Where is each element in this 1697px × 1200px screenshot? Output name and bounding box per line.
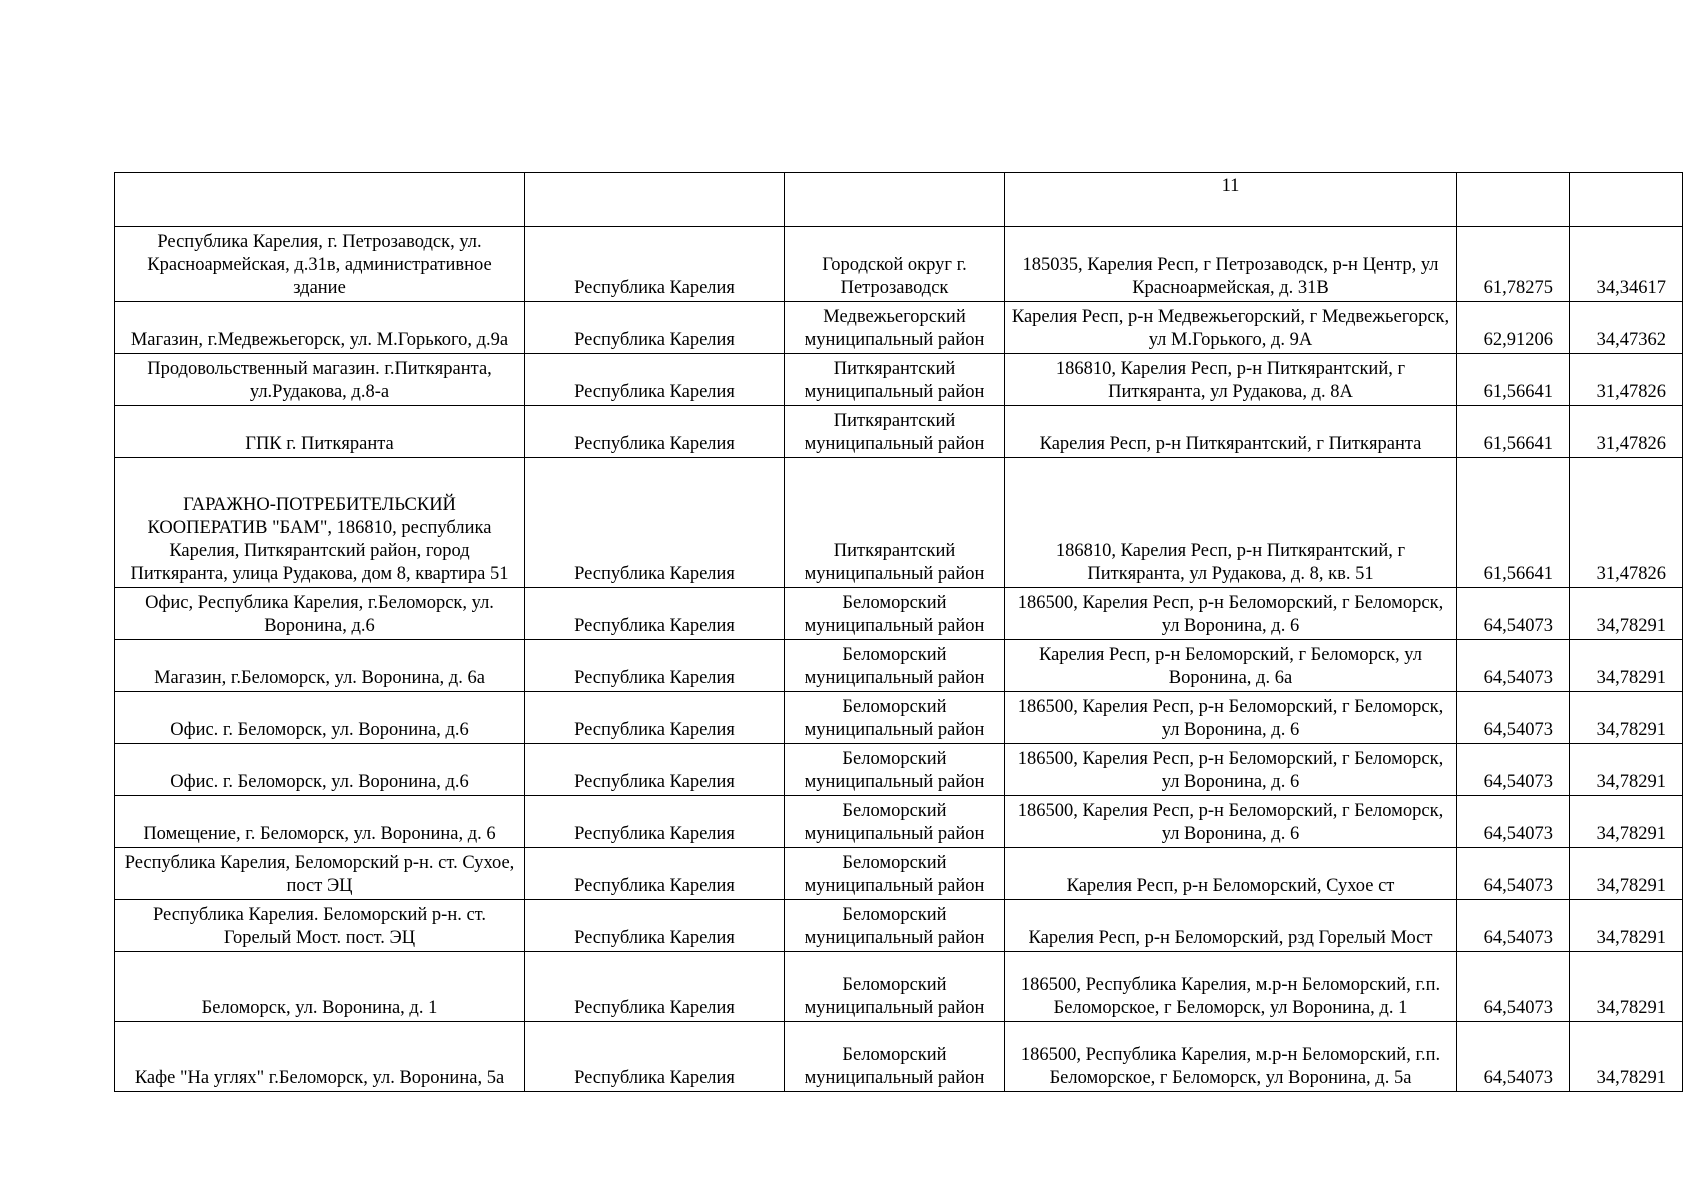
district-cell: Беломорский муниципальный район <box>785 640 1005 692</box>
latitude-cell: 64,54073 <box>1457 640 1570 692</box>
page-number: 11 <box>1221 176 1240 196</box>
region-cell: Республика Карелия <box>525 900 785 952</box>
region-cell: Республика Карелия <box>525 406 785 458</box>
longitude-cell: 34,78291 <box>1570 796 1683 848</box>
latitude-cell: 62,91206 <box>1457 302 1570 354</box>
latitude-cell: 64,54073 <box>1457 952 1570 1022</box>
address-cell: Карелия Респ, р-н Беломорский, Сухое ст <box>1005 848 1457 900</box>
latitude-cell: 61,56641 <box>1457 354 1570 406</box>
region-cell: Республика Карелия <box>525 588 785 640</box>
longitude-cell: 34,78291 <box>1570 848 1683 900</box>
longitude-cell: 31,47826 <box>1570 354 1683 406</box>
region-cell: Республика Карелия <box>525 227 785 302</box>
object-name-cell: Кафе "На углях" г.Беломорск, ул. Воронина, 5а <box>115 1022 525 1092</box>
table-row <box>115 458 1683 588</box>
region-cell: Республика Карелия <box>525 354 785 406</box>
longitude-cell: 34,78291 <box>1570 692 1683 744</box>
page-number-cell-6 <box>1570 173 1683 227</box>
region-cell: Республика Карелия <box>525 848 785 900</box>
page-number-cell-5 <box>1457 173 1570 227</box>
district-cell: Медвежьегорский муниципальный район <box>785 302 1005 354</box>
object-name-cell: Офис. г. Беломорск, ул. Воронина, д.6 <box>115 744 525 796</box>
address-cell: 186810, Карелия Респ, р-н Питкярантский, г Питкяранта, ул Рудакова, д. 8А <box>1005 354 1457 406</box>
address-cell: 186500, Карелия Респ, р-н Беломорский, г Беломорск, ул Воронина, д. 6 <box>1005 744 1457 796</box>
district-cell: Городской округ г. Петрозаводск <box>785 227 1005 302</box>
address-cell: Карелия Респ, р-н Беломорский, рзд Горелый Мост <box>1005 900 1457 952</box>
object-name-cell: Беломорск, ул. Воронина, д. 1 <box>115 952 525 1022</box>
region-cell: Республика Карелия <box>525 458 785 588</box>
table-row <box>115 588 1683 640</box>
latitude-cell: 64,54073 <box>1457 1022 1570 1092</box>
object-name-cell: Офис. г. Беломорск, ул. Воронина, д.6 <box>115 692 525 744</box>
table-body <box>115 173 1683 1092</box>
page-number-cell-4 <box>1005 173 1457 227</box>
longitude-cell: 34,78291 <box>1570 952 1683 1022</box>
district-cell: Беломорский муниципальный район <box>785 1022 1005 1092</box>
page-number-row <box>115 173 1683 227</box>
latitude-cell: 64,54073 <box>1457 588 1570 640</box>
district-cell: Питкярантский муниципальный район <box>785 406 1005 458</box>
object-name-cell: Магазин, г.Беломорск, ул. Воронина, д. 6а <box>115 640 525 692</box>
address-cell: 186500, Карелия Респ, р-н Беломорский, г Беломорск, ул Воронина, д. 6 <box>1005 588 1457 640</box>
table-row <box>115 354 1683 406</box>
address-cell: 186500, Карелия Респ, р-н Беломорский, г Беломорск, ул Воронина, д. 6 <box>1005 692 1457 744</box>
district-cell: Беломорский муниципальный район <box>785 848 1005 900</box>
address-cell: Карелия Респ, р-н Беломорский, г Беломорск, ул Воронина, д. 6а <box>1005 640 1457 692</box>
table-row <box>115 796 1683 848</box>
latitude-cell: 64,54073 <box>1457 848 1570 900</box>
registry-table <box>114 172 1683 1092</box>
table-row <box>115 406 1683 458</box>
longitude-cell: 34,47362 <box>1570 302 1683 354</box>
object-name-cell: Республика Карелия, г. Петрозаводск, ул. Красноармейская, д.31в, административное здание <box>115 227 525 302</box>
district-cell: Беломорский муниципальный район <box>785 692 1005 744</box>
address-cell: Карелия Респ, р-н Питкярантский, г Питкяранта <box>1005 406 1457 458</box>
table-row <box>115 952 1683 1022</box>
district-cell: Беломорский муниципальный район <box>785 796 1005 848</box>
region-cell: Республика Карелия <box>525 744 785 796</box>
longitude-cell: 34,34617 <box>1570 227 1683 302</box>
address-cell: 185035, Карелия Респ, г Петрозаводск, р-н Центр, ул Красноармейская, д. 31В <box>1005 227 1457 302</box>
district-cell: Питкярантский муниципальный район <box>785 458 1005 588</box>
longitude-cell: 31,47826 <box>1570 458 1683 588</box>
latitude-cell: 64,54073 <box>1457 744 1570 796</box>
district-cell: Беломорский муниципальный район <box>785 900 1005 952</box>
table-row <box>115 692 1683 744</box>
object-name-cell: Офис, Республика Карелия, г.Беломорск, ул. Воронина, д.6 <box>115 588 525 640</box>
region-cell: Республика Карелия <box>525 640 785 692</box>
object-name-cell: Республика Карелия. Беломорский р-н. ст. Горелый Мост. пост. ЭЦ <box>115 900 525 952</box>
table-row <box>115 640 1683 692</box>
district-cell: Питкярантский муниципальный район <box>785 354 1005 406</box>
page-number-cell-2 <box>525 173 785 227</box>
longitude-cell: 34,78291 <box>1570 1022 1683 1092</box>
latitude-cell: 64,54073 <box>1457 692 1570 744</box>
latitude-cell: 64,54073 <box>1457 796 1570 848</box>
latitude-cell: 61,56641 <box>1457 458 1570 588</box>
longitude-cell: 34,78291 <box>1570 900 1683 952</box>
table-row <box>115 900 1683 952</box>
longitude-cell: 34,78291 <box>1570 744 1683 796</box>
region-cell: Республика Карелия <box>525 796 785 848</box>
region-cell: Республика Карелия <box>525 302 785 354</box>
longitude-cell: 34,78291 <box>1570 640 1683 692</box>
longitude-cell: 31,47826 <box>1570 406 1683 458</box>
region-cell: Республика Карелия <box>525 952 785 1022</box>
table-row <box>115 302 1683 354</box>
object-name-cell: ГАРАЖНО-ПОТРЕБИТЕЛЬСКИЙ КООПЕРАТИВ "БАМ", 186810, республика Карелия, Питкярантский район, город Питкяранта, улица Рудакова, дом 8, квартира 51 <box>115 458 525 588</box>
table-row <box>115 744 1683 796</box>
region-cell: Республика Карелия <box>525 1022 785 1092</box>
object-name-cell: Магазин, г.Медвежьегорск, ул. М.Горького, д.9а <box>115 302 525 354</box>
district-cell: Беломорский муниципальный район <box>785 588 1005 640</box>
page-number-cell-3 <box>785 173 1005 227</box>
district-cell: Беломорский муниципальный район <box>785 744 1005 796</box>
address-cell: 186500, Республика Карелия, м.р-н Беломорский, г.п. Беломорское, г Беломорск, ул Воронина, д. 5а <box>1005 1022 1457 1092</box>
address-cell: 186500, Карелия Респ, р-н Беломорский, г Беломорск, ул Воронина, д. 6 <box>1005 796 1457 848</box>
longitude-cell: 34,78291 <box>1570 588 1683 640</box>
address-cell: Карелия Респ, р-н Медвежьегорский, г Медвежьегорск, ул М.Горького, д. 9А <box>1005 302 1457 354</box>
table-row <box>115 227 1683 302</box>
object-name-cell: Продовольственный магазин. г.Питкяранта, ул.Рудакова, д.8-а <box>115 354 525 406</box>
district-cell: Беломорский муниципальный район <box>785 952 1005 1022</box>
address-cell: 186500, Республика Карелия, м.р-н Беломорский, г.п. Беломорское, г Беломорск, ул Воронина, д. 1 <box>1005 952 1457 1022</box>
object-name-cell: Республика Карелия, Беломорский р-н. ст. Сухое, пост ЭЦ <box>115 848 525 900</box>
object-name-cell: Помещение, г. Беломорск, ул. Воронина, д. 6 <box>115 796 525 848</box>
object-name-cell: ГПК г. Питкяранта <box>115 406 525 458</box>
table-row <box>115 848 1683 900</box>
address-cell: 186810, Карелия Респ, р-н Питкярантский, г Питкяранта, ул Рудакова, д. 8, кв. 51 <box>1005 458 1457 588</box>
latitude-cell: 61,56641 <box>1457 406 1570 458</box>
region-cell: Республика Карелия <box>525 692 785 744</box>
latitude-cell: 61,78275 <box>1457 227 1570 302</box>
latitude-cell: 64,54073 <box>1457 900 1570 952</box>
page-number-cell-1 <box>115 173 525 227</box>
table-row <box>115 1022 1683 1092</box>
